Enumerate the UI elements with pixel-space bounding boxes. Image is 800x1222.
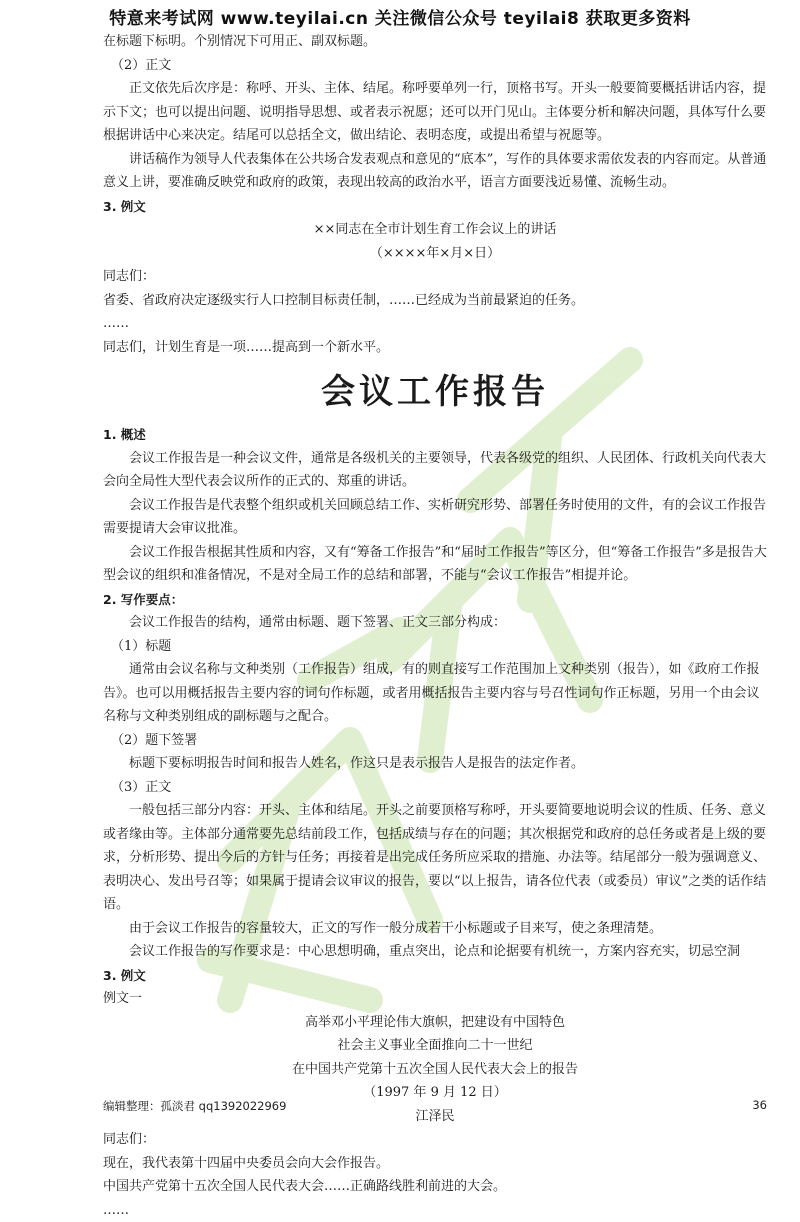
body-paragraph: 会议工作报告根据其性质和内容，又有“筹备工作报告”和“届时工作报告”等区分，但“筹备工作报告”多是报告大型会议的组织和准备情况，不是对全局工作的总结和部署，不能与“会议工作报告”相提并论。: [103, 541, 767, 588]
ellipsis: ……: [103, 312, 767, 336]
example-title: 在中国共产党第十五次全国人民代表大会上的报告: [103, 1058, 767, 1082]
body-paragraph: 会议工作报告的写作要求是：中心思想明确，重点突出，论点和论据要有机统一，方案内容充实，切忌空洞: [103, 940, 767, 964]
sub-heading: （3）正文: [103, 776, 767, 800]
example-date: （××××年×月×日）: [103, 242, 767, 266]
page-number: 36: [752, 1098, 767, 1114]
example-line: 同志们，计划生育是一项……提高到一个新水平。: [103, 336, 767, 360]
sub-heading: （2）题下签署: [103, 729, 767, 753]
section-heading: 2. 写作要点：: [103, 588, 767, 612]
example-title: ××同志在全市计划生育工作会议上的讲话: [103, 218, 767, 242]
example-line: 省委、省政府决定逐级实行人口控制目标责任制，……已经成为当前最紧迫的任务。: [103, 289, 767, 313]
salutation: 同志们：: [103, 1128, 767, 1152]
body-paragraph: 会议工作报告是一种会议文件，通常是各级机关的主要领导，代表各级党的组织、人民团体、行政机关向代表大会向全局性大型代表会议所作的正式的、郑重的讲话。: [103, 447, 767, 494]
page-footer: [103, 1098, 767, 1114]
section-heading: 1. 概述: [103, 423, 767, 447]
ellipsis: ……: [103, 1199, 767, 1222]
body-paragraph: 会议工作报告是代表整个组织或机关回顾总结工作、实析研究形势、部署任务时使用的文件，有的会议工作报告需要提请大会审议批准。: [103, 494, 767, 541]
page-content: [103, 30, 767, 1222]
sub-heading: （1）标题: [103, 635, 767, 659]
example-label: 例文一: [103, 987, 767, 1011]
body-paragraph: 由于会议工作报告的容量较大，正文的写作一般分成若干小标题或子目来写，使之条理清楚。: [103, 917, 767, 941]
chapter-title: 会议工作报告: [103, 367, 767, 417]
example-title: 社会主义事业全面推向二十一世纪: [103, 1034, 767, 1058]
title-note: 在标题下标明。个别情况下可用正、副双标题。: [103, 30, 767, 54]
example-line: 现在，我代表第十四届中央委员会向大会作报告。: [103, 1152, 767, 1176]
body-paragraph: 正文依先后次序是：称呼、开头、主体、结尾。称呼要单列一行，顶格书写。开头一般要简要概括讲话内容，提示下文；也可以提出问题、说明指导思想、或者表示祝愿；还可以开门见山。主体要分析和解决问题，具体写什么要根据讲话中心来决定。结尾可以总括全文，做出结论、表明态度，或提出希望与祝愿等。: [103, 77, 767, 148]
editor-credit: 编辑整理：孤淡君 qq1392022969: [103, 1098, 286, 1114]
section-heading: 3. 例文: [103, 195, 767, 219]
example-date: （1997 年 9 月 12 日）: [103, 1081, 767, 1105]
body-heading: （2）正文: [103, 54, 767, 78]
section-heading: 3. 例文: [103, 964, 767, 988]
body-paragraph: 会议工作报告的结构，通常由标题、题下签署、正文三部分构成：: [103, 611, 767, 635]
body-paragraph: 通常由会议名称与文种类别（工作报告）组成，有的则直接写工作范围加上文种类别（报告），如《政府工作报告》。也可以用概括报告主要内容的词句作标题，或者用概括报告主要内容与号召性词句作正标题，另用一个由会议名称与文种类别组成的副标题与之配合。: [103, 658, 767, 729]
body-paragraph: 标题下要标明报告时间和报告人姓名，作这只是表示报告人是报告的法定作者。: [103, 752, 767, 776]
example-line: 中国共产党第十五次全国人民代表大会……正确路线胜利前进的大会。: [103, 1175, 767, 1199]
body-paragraph: 一般包括三部分内容：开头、主体和结尾。开头之前要顶格写称呼，开头要简要地说明会议的性质、任务、意义或者缘由等。主体部分通常要先总结前段工作，包括成绩与存在的问题；其次根据党和政府的总任务或者是上级的要求，分析形势、提出今后的方针与任务；再接着是出完成任务所应采取的措施、办法等。结尾部分一般为强调意义、表明决心、发出号召等；如果属于提请会议审议的报告，要以“以上报告，请各位代表（或委员）审议”之类的话作结语。: [103, 799, 767, 917]
example-title: 高举邓小平理论伟大旗帜，把建设有中国特色: [103, 1011, 767, 1035]
site-banner: 特意来考试网 www.teyilai.cn 关注微信公众号 teyilai8 获取更多资料: [0, 4, 800, 29]
body-paragraph: 讲话稿作为领导人代表集体在公共场合发表观点和意见的“底本”，写作的具体要求需依发表的内容而定。从普通意义上讲，要准确反映党和政府的政策，表现出较高的政治水平，语言方面要浅近易懂、流畅生动。: [103, 148, 767, 195]
salutation: 同志们：: [103, 265, 767, 289]
example-author: 江泽民: [103, 1105, 767, 1129]
